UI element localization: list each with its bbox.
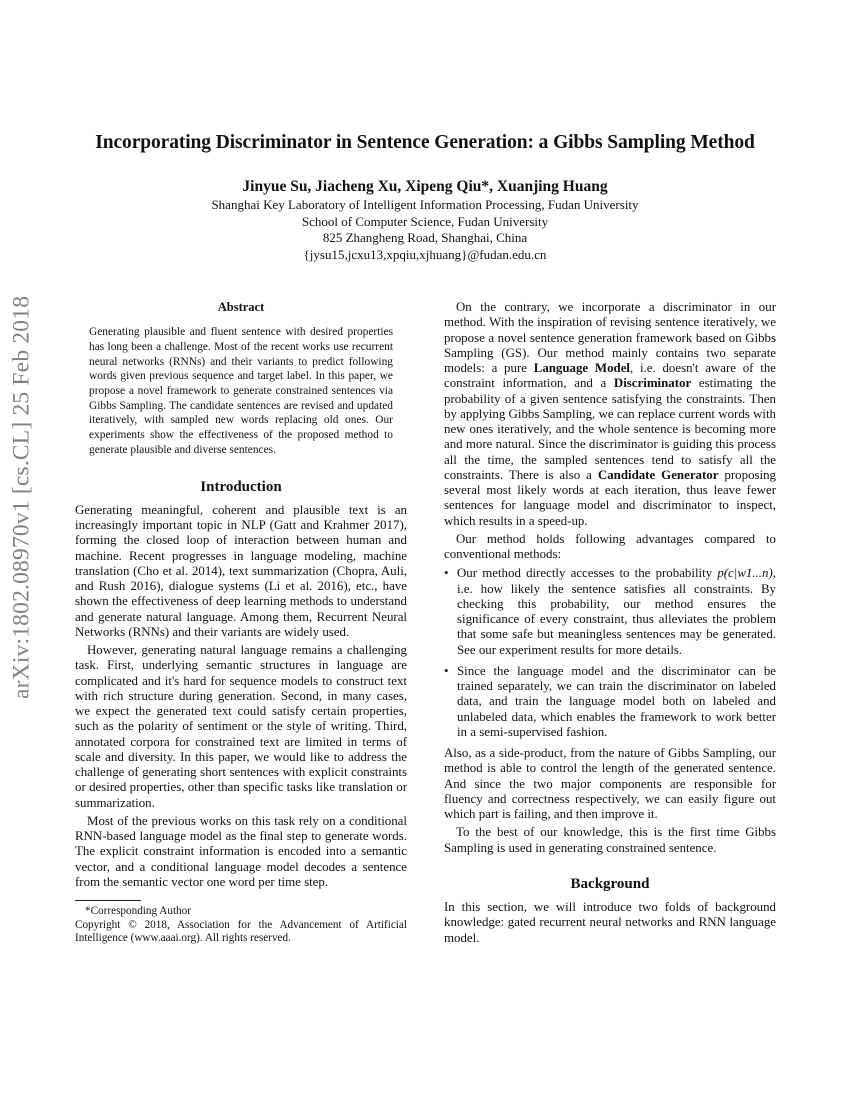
text-run: On the contrary, we incorporate a discriminator in our method. With the inspiration of revising sentence iteratively, we propose a novel sentence generation framework based on Gibbs Sampling (GS). Our method mainly contains two separate models: a pure — [444, 300, 776, 375]
text-run: proposing several most likely words at each iteration, thus leave fewer sentences for language model and discriminator to inspect, which results in a speed-up. — [444, 467, 776, 528]
corresponding-author-note: *Corresponding Author — [85, 905, 191, 918]
probability-formula: p(c|w1...n) — [717, 566, 773, 581]
advantages-list — [444, 566, 776, 740]
footnote-divider — [75, 900, 141, 901]
text-run: estimating the probability of a given sentence satisfying the constraints. Then by applying Gibbs Sampling, we can replace current words with new ones iteratively, and the whole sentence is becoming more and more natural. Since the discriminator is guiding this process all the time, the sampled sentences tend to satisfy all the constraints. There is also a — [444, 376, 776, 482]
text-run: , i.e. doesn't aware of the constraint information, and a — [444, 361, 776, 391]
abstract-text: Generating plausible and fluent sentence with desired properties has long been a challenge. Most of the recent works use recurrent neural networks (RNNs) and their variants to predict following words given previous sequence and target label. In this paper, we propose a novel framework to generate constrained sentences via Gibbs Sampling. The candidate sentences are revised and updated iteratively, with sampled new words replacing old ones. Our experiments show the effectiveness of the proposed method to generate plausible and diverse sentences. — [89, 326, 393, 456]
intro-paragraph: However, generating natural language remains a challenging task. First, underlying semantic structures in language are complicated and it's hard for sequence models to construct text with rich structure during generation. Second, in many cases, we expect the generated text could satisfy certain properties, such as the polarity of sentiment or the style of writing. Third, annotated corpora for constrained text are limited in terms of scale and diversity. In this paper, we would like to address the challenge of generating short sentences with explicit constraints or desired properties, other than specific tasks like translation or summarization. — [75, 643, 407, 810]
candidate-generator-term: Candidate Generator — [597, 467, 719, 482]
discriminator-term: Discriminator — [613, 376, 692, 391]
left-column — [75, 300, 407, 946]
abstract-heading: Abstract — [217, 300, 265, 314]
bullet-icon: • — [444, 663, 449, 678]
list-item — [444, 664, 776, 740]
text-run: , i.e. how likely the sentence satisfies all constraints. By checking this probability, our method ensures the significance of every constraint, thus alleviates the problem that some safe but meaningless sentences may be generated. See our experiment results for more details. — [457, 566, 776, 657]
footnote-block — [75, 905, 407, 946]
background-paragraph: In this section, we will introduce two folds of background knowledge: gated recurrent neural networks and RNN language model. — [444, 900, 776, 945]
language-model-term: Language Model — [533, 361, 630, 375]
affiliation-line: Shanghai Key Laboratory of Intelligent Information Processing, Fudan University — [211, 197, 639, 212]
method-paragraph — [444, 300, 776, 529]
affiliation-block — [60, 197, 790, 263]
intro-paragraph: Generating meaningful, coherent and plausible text is an increasingly important topic in NLP (Gatt and Krahmer 2017), forming the closed loop of interaction between human and machine. Recent progresses in language modeling, machine translation (Cho et al. 2014), text summarization (Chopra, Auli, and Rush 2016), dialogue systems (Li et al. 2016), etc., have shown the effectiveness of deep learning methods to understand and generate natural language. Among them, Recurrent Neural Networks (RNNs) and their variants are widely used. — [75, 502, 407, 639]
intro-paragraph: Most of the previous works on this task rely on a conditional RNN-based language model as the final step to generate words. The explicit constraint information is encoded into a semantic vector, and a conditional language model decodes a sentence from the semantic vector one word per time step. — [75, 813, 407, 889]
text-run: Since the language model and the discriminator can be trained separately, we can train the discriminator on labeled data, and train the language model both on labeled and unlabeled data, which enables the framework to work better in a semi-supervised fashion. — [457, 663, 776, 739]
arxiv-identifier[interactable]: arXiv:1802.08970v1 [cs.CL] 25 Feb 2018 — [8, 295, 35, 699]
author-list: Jinyue Su, Jiacheng Xu, Xipeng Qiu*, Xuanjing Huang — [242, 178, 608, 195]
author-emails[interactable]: {jysu15,jcxu13,xpqiu,xjhuang}@fudan.edu.cn — [303, 246, 547, 262]
copyright-notice: Copyright © 2018, Association for the Advancement of Artificial Intelligence (www.aaai.org). All rights reserved. — [75, 918, 407, 945]
side-product-paragraph: Also, as a side-product, from the nature of Gibbs Sampling, our method is able to control the length of the generated sentence. And since the two major components are responsible for fluency and correctness respectively, we can easily figure out which part is failing, and then improve it. — [444, 746, 776, 821]
list-item — [444, 566, 776, 658]
bullet-icon: • — [444, 566, 449, 581]
background-heading: Background — [570, 875, 650, 892]
introduction-heading: Introduction — [200, 478, 282, 495]
advantages-intro: Our method holds following advantages compared to conventional methods: — [444, 531, 776, 561]
text-run: Our method directly accesses to the probability — [457, 566, 718, 581]
novelty-paragraph: To the best of our knowledge, this is the first time Gibbs Sampling is used in generating constrained sentence. — [444, 825, 776, 855]
paper-title: Incorporating Discriminator in Sentence Generation: a Gibbs Sampling Method — [95, 132, 755, 153]
affiliation-line: 825 Zhangheng Road, Shanghai, China — [322, 230, 528, 245]
affiliation-line: School of Computer Science, Fudan University — [301, 213, 549, 229]
right-column — [444, 300, 776, 949]
